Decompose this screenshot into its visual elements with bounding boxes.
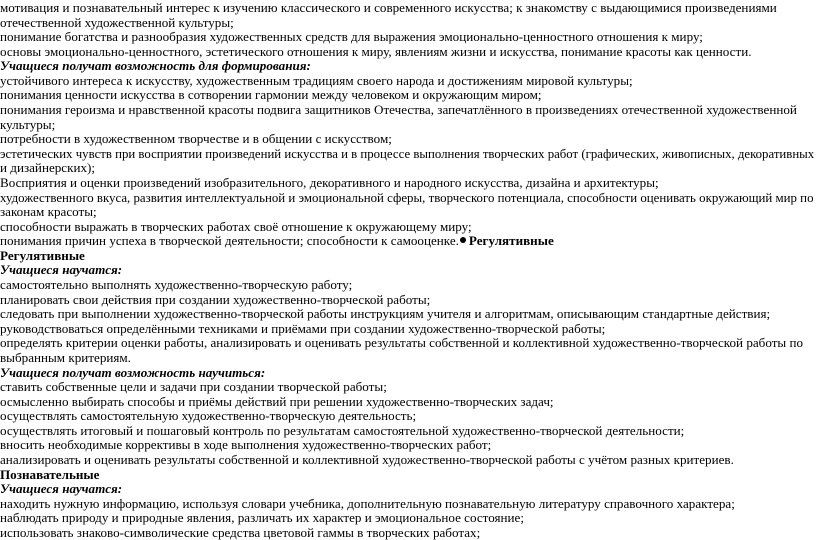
- section-subheading: Учащиеся научатся:: [0, 481, 123, 497]
- text-line: понимания причин успеха в творческой деятельности; способности к самооценке.: [0, 233, 459, 249]
- bullet-icon: [460, 237, 466, 243]
- text-line: осуществлять самостоятельную художественно-творческую деятельность;: [0, 408, 417, 424]
- text-line: понимание богатства и разнообразия художественных средств для выражения эмоционально-ценностного отношения к миру;: [0, 29, 703, 45]
- text-line: определять критерии оценки работы, анализировать и оценивать результаты собственной и коллективной художественно-творческой работы по: [0, 335, 804, 351]
- section-subheading: Учащиеся получат возможность научиться:: [0, 364, 266, 380]
- text-line: осуществлять итоговый и пошаговый контроль по результатам самостоятельной художественно-творческой деятельности;: [0, 422, 685, 438]
- text-line: основы эмоционально-ценностного, эстетического отношения к миру, явлениям жизни и искусства, понимание красоты как ценности.: [0, 43, 752, 59]
- text-line: эстетических чувств при восприятии произведений искусства и в процессе выполнения творческих работ (графических, живописных, декоративных: [0, 145, 815, 161]
- text-line: культуры;: [0, 116, 56, 132]
- text-line: следовать при выполнении художественно-творческой работы инструкциям учителя и алгоритмам, описывающим стандартные действия;: [0, 306, 771, 322]
- text-line: находить нужную информацию, используя словари учебника, дополнительную познавательную литературу справочного характера;: [0, 495, 735, 511]
- text-line: вносить необходимые коррективы в ходе выполнения художественно-творческих работ;: [0, 437, 492, 453]
- section-subheading: Учащиеся получат возможность для формирования:: [0, 58, 311, 74]
- text-line-with-bullet: [0, 233, 554, 248]
- text-line: использовать знаково-символические средства цветовой гаммы в творческих работах;: [0, 524, 481, 540]
- inline-heading: Регулятивные: [468, 233, 554, 249]
- text-line: выбранным критериям.: [0, 349, 131, 365]
- text-line: руководствоваться определёнными техниками и приёмами при создании художественно-творческой работы;: [0, 320, 606, 336]
- text-line: мотивация и познавательный интерес к изучению классического и современного искусства; к знакомству с выдающимися произведениями: [0, 0, 777, 15]
- section-subheading: Учащиеся научатся:: [0, 262, 123, 278]
- text-line: и дизайнерских);: [0, 160, 96, 176]
- text-line: самостоятельно выполнять художественно-творческую работу;: [0, 277, 353, 293]
- text-line: Восприятия и оценки произведений изобразительного, декоративного и народного искусства, дизайна и архитектуры;: [0, 174, 659, 190]
- text-line: ставить собственные цели и задачи при создании творческой работы;: [0, 379, 387, 395]
- text-line: осмысленно выбирать способы и приёмы действий при решении художественно-творческих задач;: [0, 393, 554, 409]
- text-line: понимания героизма и нравственной красоты подвига защитников Отечества, запечатлённого в произведениях отечественной художественной: [0, 102, 797, 118]
- text-line: планировать свои действия при создании художественно-творческой работы;: [0, 291, 431, 307]
- text-line: законам красоты;: [0, 204, 97, 220]
- text-line: анализировать и оценивать результаты собственной и коллективной художественно-творческой работы с учётом разных критериев.: [0, 451, 734, 467]
- text-line: наблюдать природу и природные явления, различать их характер и эмоциональное состояние;: [0, 510, 524, 526]
- text-line: отечественной художественной культуры;: [0, 14, 234, 30]
- text-line: потребности в художественном творчестве и в общении с искусством;: [0, 131, 392, 147]
- text-line: художественного вкуса, развития интеллектуальной и эмоциональной сферы, творческого потенциала, способности оценивать окружающий мир по: [0, 189, 814, 205]
- text-line: устойчивого интереса к искусству, художественным традициям своего народа и достижениям мировой культуры;: [0, 72, 633, 88]
- text-line: способности выражать в творческих работах своё отношение к окружающему миру;: [0, 218, 472, 234]
- section-heading: Регулятивные: [0, 247, 85, 263]
- text-line: понимания ценности искусства в сотворении гармонии между человеком и окружающим миром;: [0, 87, 542, 103]
- section-heading: Познавательные: [0, 466, 100, 482]
